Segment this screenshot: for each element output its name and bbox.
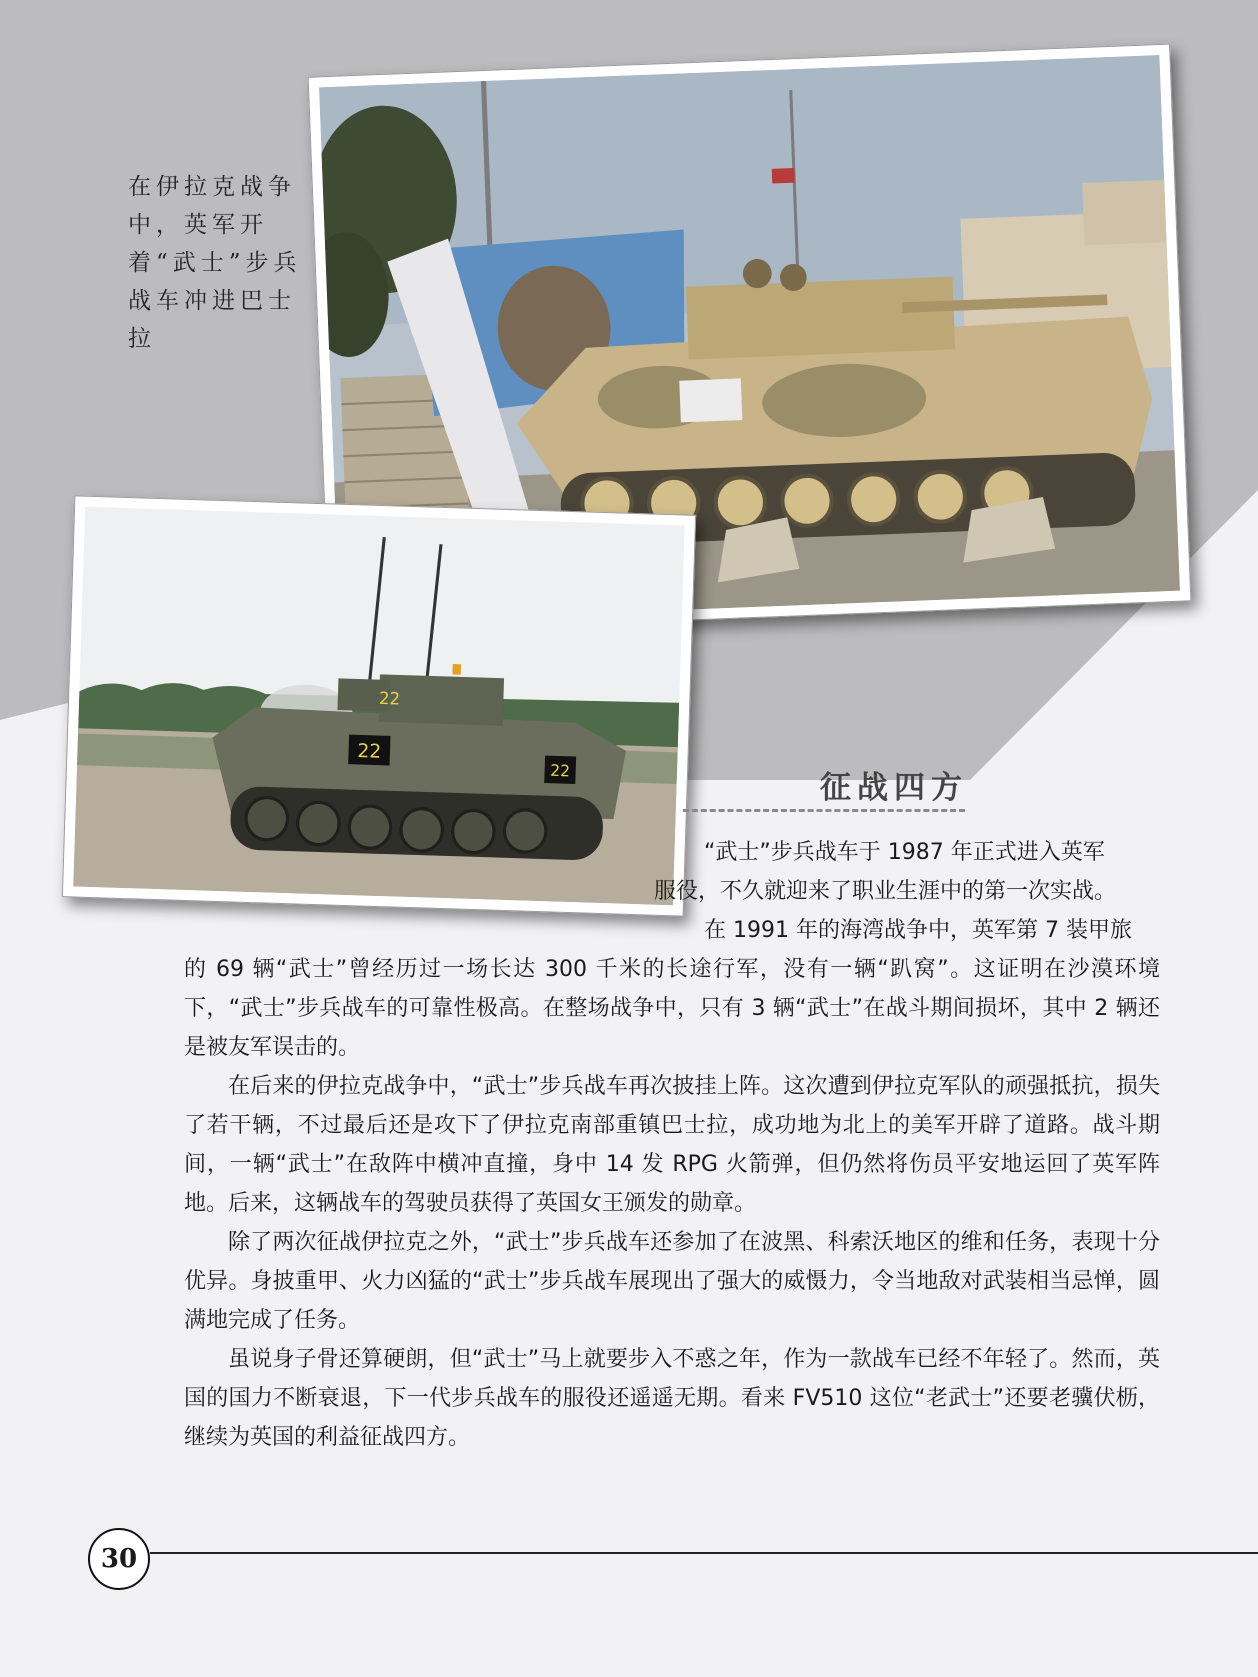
intro-line: “武士”步兵战车于 1987 年正式进入英军 — [704, 840, 1105, 865]
hull-number-turret: 22 — [378, 687, 401, 709]
main-text — [184, 950, 1160, 1457]
hull-number-rear: 22 — [550, 760, 571, 781]
intro-line: 在 1991 年的海湾战争中，英军第 7 装甲旅 — [704, 918, 1132, 943]
section-title: 征战四方 — [820, 770, 968, 806]
photo-caption: 在伊拉克战争中，英军开着“武士”步兵战车冲进巴士拉 — [128, 174, 302, 352]
hull-number-side: 22 — [357, 740, 382, 763]
paragraph: 虽说身子骨还算硬朗，但“武士”马上就要步入不惑之年，作为一款战车已经不年轻了。然而，英国的国力不断衰退，下一代步兵战车的服役还遥遥无期。看来 FV510 这位“老武士”还要老骥伏枥，继续为英国的利益征战四方。 — [184, 1347, 1160, 1450]
paragraph: 的 69 辆“武士”曾经历过一场长达 300 千米的长途行军，没有一辆“趴窝”。这证明在沙漠环境下，“武士”步兵战车的可靠性极高。在整场战争中，只有 3 辆“武士”在战斗期间损坏，其中 2 辆还是被友军误击的。 — [184, 957, 1160, 1060]
photo-warrior-field — [62, 495, 696, 916]
title-divider — [683, 809, 965, 812]
page-number: 30 — [88, 1528, 150, 1590]
intro-text — [654, 833, 1160, 950]
paragraph: 除了两次征战伊拉克之外，“武士”步兵战车还参加了在波黑、科索沃地区的维和任务，表现十分优异。身披重甲、火力凶猛的“武士”步兵战车展现出了强大的威慑力，令当地敌对武装相当忌惮，圆满地完成了任务。 — [184, 1230, 1160, 1333]
intro-line: 服役，不久就迎来了职业生涯中的第一次实战。 — [654, 879, 1117, 904]
paragraph: 在后来的伊拉克战争中，“武士”步兵战车再次披挂上阵。这次遭到伊拉克军队的顽强抵抗，损失了若干辆，不过最后还是攻下了伊拉克南部重镇巴士拉，成功地为北上的美军开辟了道路。战斗期间，一辆“武士”在敌阵中横冲直撞，身中 14 发 RPG 火箭弹，但仍然将伤员平安地运回了英军阵地。后来，这辆战车的驾驶员获得了英国女王颁发的勋章。 — [184, 1074, 1160, 1216]
footer-rule — [150, 1552, 1258, 1554]
photo-warrior-field-image — [73, 507, 685, 906]
